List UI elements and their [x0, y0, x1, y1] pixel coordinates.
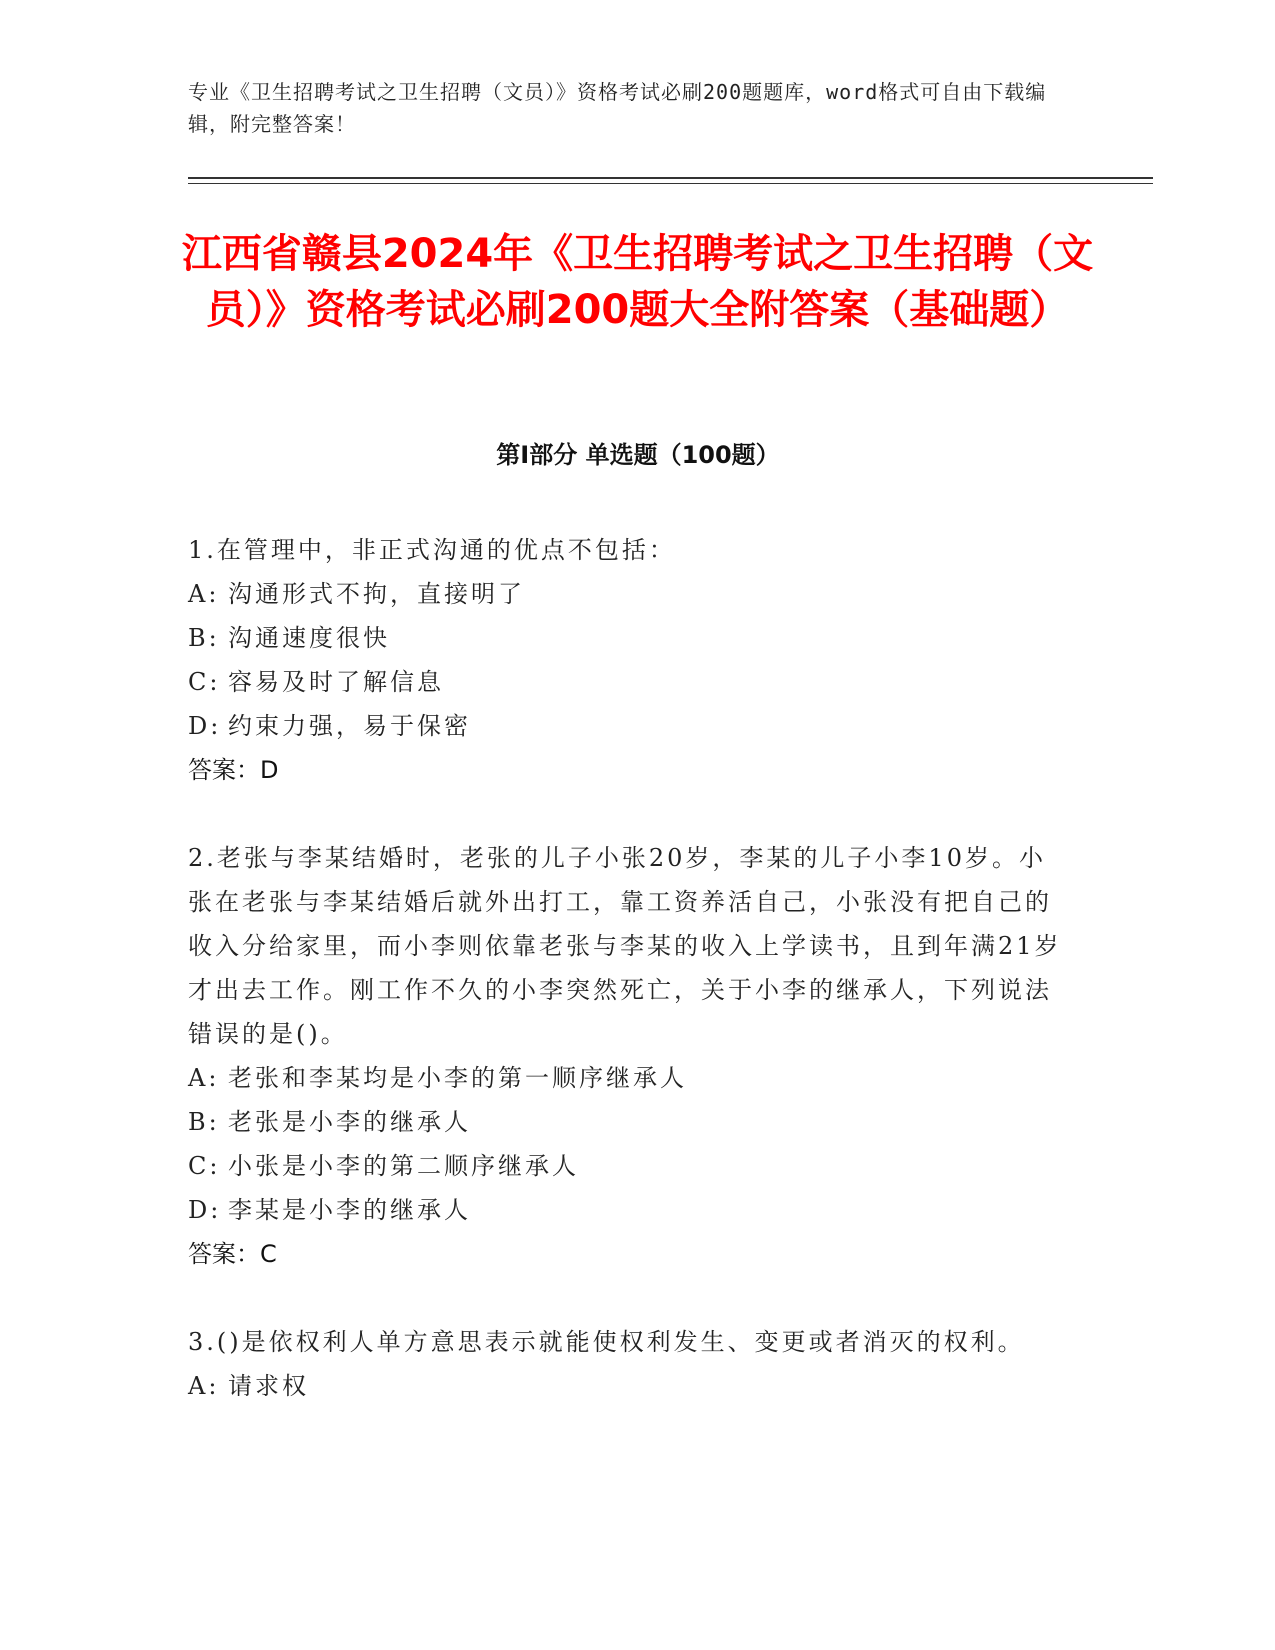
answer-value: C: [260, 1240, 277, 1268]
answer-line: [188, 748, 1068, 792]
option-a: [188, 1364, 1068, 1408]
option-d: [188, 1188, 1068, 1232]
option-a: [188, 572, 1068, 616]
answer-value: D: [260, 756, 279, 784]
option-b: [188, 1100, 1068, 1144]
option-label: C:: [188, 1152, 221, 1180]
option-c: [188, 1144, 1068, 1188]
header-divider-thick: [188, 177, 1153, 179]
header-divider-thin: [188, 183, 1153, 184]
question-2: [188, 836, 1068, 1276]
question-stem: 2.老张与李某结婚时，老张的儿子小张20岁，李某的儿子小李10岁。小张在老张与李某结婚后就外出打工，靠工资养活自己，小张没有把自己的收入分给家里，而小李则依靠老张与李某的收入上学读书，且到年满21岁才出去工作。刚工作不久的小李突然死亡，关于小李的继承人，下列说法错误的是()。: [188, 844, 1062, 1048]
option-label: D:: [188, 712, 222, 740]
option-text: 老张是小李的继承人: [228, 1108, 471, 1136]
header-note: 专业《卫生招聘考试之卫生招聘（文员）》资格考试必刷200题题库，word格式可自由下载编辑，附完整答案！: [188, 80, 1047, 136]
option-label: C:: [188, 668, 221, 696]
question-stem: 1.在管理中，非正式沟通的优点不包括：: [188, 536, 676, 564]
option-text: 请求权: [228, 1372, 309, 1400]
question-3: [188, 1320, 1068, 1408]
option-d: [188, 704, 1068, 748]
option-a: [188, 1056, 1068, 1100]
question-stem: 3.()是依权利人单方意思表示就能使权利发生、变更或者消灭的权利。: [188, 1328, 1025, 1356]
option-text: 小张是小李的第二顺序继承人: [228, 1152, 579, 1180]
answer-prefix: 答案：: [188, 1240, 260, 1268]
option-text: 约束力强，易于保密: [228, 712, 471, 740]
option-b: [188, 616, 1068, 660]
option-text: 李某是小李的继承人: [228, 1196, 471, 1224]
answer-prefix: 答案：: [188, 756, 260, 784]
option-text: 老张和李某均是小李的第一顺序继承人: [228, 1064, 687, 1092]
question-1: [188, 528, 1068, 792]
option-label: A:: [188, 1372, 220, 1400]
section-title: 第Ⅰ部分 单选题（100题）: [496, 441, 780, 469]
question-list: [188, 528, 1068, 1452]
option-text: 沟通形式不拘，直接明了: [228, 580, 525, 608]
option-text: 容易及时了解信息: [228, 668, 444, 696]
option-label: B:: [188, 624, 220, 652]
document-title: 江西省赣县2024年《卫生招聘考试之卫生招聘（文员）》资格考试必刷200题大全附答案（基础题）: [181, 231, 1094, 333]
answer-line: [188, 1232, 1068, 1276]
option-label: A:: [188, 1064, 220, 1092]
option-label: A:: [188, 580, 220, 608]
option-label: D:: [188, 1196, 222, 1224]
option-c: [188, 660, 1068, 704]
option-text: 沟通速度很快: [228, 624, 390, 652]
option-label: B:: [188, 1108, 220, 1136]
